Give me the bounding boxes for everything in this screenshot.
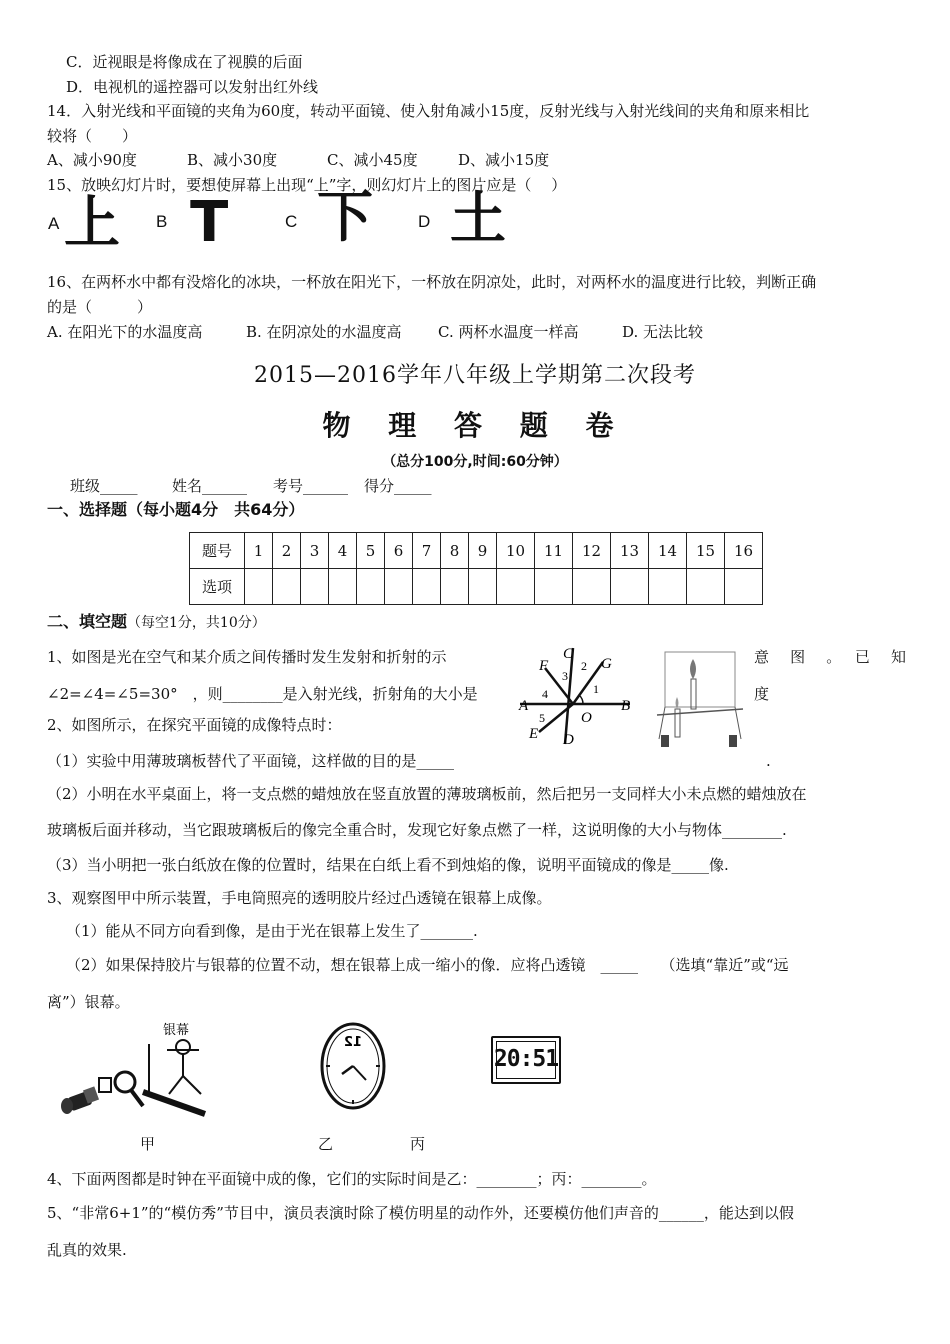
caption-jia: 甲 [140,1135,156,1153]
q15-glyph-a: 上 [64,191,120,256]
q16-option-c: C. 两杯水温度一样高 [438,323,579,341]
answer-cell[interactable] [573,569,611,605]
number-cell: 12 [573,533,611,569]
number-cell: 4 [329,533,357,569]
answer-cell[interactable] [301,569,329,605]
label-d: D [563,732,574,748]
digital-time: 20:51 [493,1046,559,1072]
answer-table [189,532,763,605]
answer-cell[interactable] [469,569,497,605]
table-row [190,569,763,605]
caption-bing: 丙 [410,1135,426,1153]
fill-q5-line2: 乱真的效果. [47,1241,127,1259]
q15-text: 15、放映幻灯片时，要想使屏幕上出现“上”字，则幻灯片上的图片应是（ ） [47,176,567,194]
q14-option-d: D、减小15度 [458,151,550,169]
fill-q1-line1: 1、如图是光在空气和某介质之间传播时发生发射和折射的示 [47,648,447,666]
q14-option-a: A、减小90度 [47,151,137,169]
angle-5: 5 [539,711,545,725]
clock-number: 12 [343,1035,363,1050]
class-field[interactable]: 班级_____ [70,477,138,495]
q14-option-b: B、减小30度 [187,151,278,169]
number-cell: 16 [725,533,763,569]
answer-cell[interactable] [725,569,763,605]
answer-sheet-title: 物 理 答 题 卷 [322,409,628,442]
answer-cell[interactable] [611,569,649,605]
row-label-number: 题号 [190,533,245,569]
label-f: F [539,658,549,674]
q15-glyph-d: 土 [450,187,506,252]
answer-cell[interactable] [357,569,385,605]
plane-mirror-experiment-figure [655,647,745,752]
number-cell: 5 [357,533,385,569]
projector-figure [55,1020,215,1120]
answer-cell[interactable] [441,569,469,605]
q15-glyph-c: 下 [317,185,373,250]
fill-q3-p2-line2: 离”）银幕。 [47,993,130,1011]
fill-q1-line1-end: 意 图 。 已 知 [754,648,906,666]
fill-q5-line1: 5、“非常6+1”的“模仿秀”节目中，演员表演时除了模仿明星的动作外，还要模仿他们声音的______，能达到以假 [47,1204,794,1222]
angle-1: 1 [593,682,599,696]
q16-option-d: D. 无法比较 [622,323,704,341]
fill-q2-title: 2、如图所示，在探究平面镜的成像特点时： [47,716,342,734]
fill-q3-p2-line1: （2）如果保持胶片与银幕的位置不动，想在银幕上成一缩小的像．应将凸透镜 _____ （选填“靠近”或“远 [66,956,789,974]
fill-q3-p1: （1）能从不同方向看到像，是由于光在银幕上发生了_______. [66,922,478,940]
fill-q2-p1: （1）实验中用薄玻璃板替代了平面镜，这样做的目的是_____ [47,752,455,770]
mirrored-clock-figure [318,1020,388,1112]
answer-cell[interactable] [385,569,413,605]
q15-label-c: C [285,212,298,231]
caption-yi: 乙 [318,1135,334,1153]
number-cell: 11 [535,533,573,569]
exam-title: 2015—2016学年八年级上学期第二次段考 [254,363,696,388]
reflection-refraction-diagram [515,640,640,750]
fill-q2-p2-line1: （2）小明在水平桌面上，将一支点燃的蜡烛放在竖直放置的薄玻璃板前，然后把另一支同样大小未点燃的蜡烛放在 [47,785,807,803]
number-cell: 6 [385,533,413,569]
fill-q2-p3: （3）当小明把一张白纸放在像的位置时，结果在白纸上看不到烛焰的像，说明平面镜成的像是_____像. [47,856,729,874]
answer-cell[interactable] [245,569,273,605]
exam-info: （总分100分,时间:60分钟） [382,454,568,470]
fill-q2-p1-end: . [766,752,771,770]
digital-clock-figure [491,1036,561,1084]
option-c: C．近视眼是将像成在了视膜的后面 [66,53,303,71]
label-b: B [621,698,631,714]
label-o: O [581,710,592,726]
number-cell: 9 [469,533,497,569]
answer-cell[interactable] [687,569,725,605]
angle-arc [579,695,583,704]
number-cell: 14 [649,533,687,569]
q15-glyph-b: T [190,190,229,255]
answer-cell[interactable] [535,569,573,605]
number-cell: 10 [497,533,535,569]
row-label-answer: 选项 [190,569,245,605]
section2-title-text: 二、填空题 [47,612,128,631]
option-d: D．电视机的遥控器可以发射出红外线 [66,78,319,96]
name-field[interactable]: 姓名______ [172,477,248,495]
q16-line1: 16、在两杯水中都有没熔化的冰块，一杯放在阳光下，一杯放在阴凉处，此时，对两杯水的温度进行比较，判断正确 [47,273,817,291]
q16-line2: 的是（ ） [47,298,153,316]
label-c: C [563,646,574,662]
label-e: E [529,726,539,742]
number-cell: 7 [413,533,441,569]
number-cell: 13 [611,533,649,569]
angle-4: 4 [542,687,548,701]
number-cell: 3 [301,533,329,569]
q14-line2: 较将（ ） [47,127,138,145]
q15-label-d: D [418,212,431,231]
section1-title: 一、选择题（每小题4分 共64分） [47,500,305,519]
q15-label-b: B [156,212,168,231]
answer-cell[interactable] [273,569,301,605]
q16-option-b: B. 在阴凉处的水温度高 [246,323,402,341]
q14-line1: 14．入射光线和平面镜的夹角为60度，转动平面镜、使入射角减小15度，反射光线与入射光线间的夹角和原来相比 [47,102,810,120]
q14-option-c: C、减小45度 [327,151,418,169]
angle-3: 3 [562,669,568,683]
label-a: A [519,698,529,714]
number-cell: 1 [245,533,273,569]
fill-q1-line2-end: 度 [754,685,770,703]
number-cell: 15 [687,533,725,569]
fill-q1-line2: ∠2=∠4=∠5=30° ，则________是入射光线，折射角的大小是 [47,685,478,703]
answer-cell[interactable] [413,569,441,605]
table-row [190,533,763,569]
score-field[interactable]: 得分_____ [364,477,432,495]
number-cell: 2 [273,533,301,569]
section2-note: （每空1分，共10分） [127,615,266,631]
section2-title [47,612,266,633]
screen-label: 银幕 [163,1023,190,1038]
answer-cell[interactable] [497,569,535,605]
answer-cell[interactable] [329,569,357,605]
label-g: G [601,656,612,672]
q15-label-a: A [48,214,60,233]
exam-number-field[interactable]: 考号______ [273,477,349,495]
number-cell: 8 [441,533,469,569]
answer-cell[interactable] [649,569,687,605]
angle-2: 2 [581,659,587,673]
fill-q2-p2-line2: 玻璃板后面并移动，当它跟玻璃板后的像完全重合时，发现它好象点燃了一样，这说明像的大小与物体________. [47,821,787,839]
fill-q4: 4、下面两图都是时钟在平面镜中成的像，它们的实际时间是乙：________；丙：________。 [47,1170,657,1188]
fill-q3-title: 3、观察图甲中所示装置，手电筒照亮的透明胶片经过凸透镜在银幕上成像。 [47,889,552,907]
q16-option-a: A. 在阳光下的水温度高 [47,323,203,341]
